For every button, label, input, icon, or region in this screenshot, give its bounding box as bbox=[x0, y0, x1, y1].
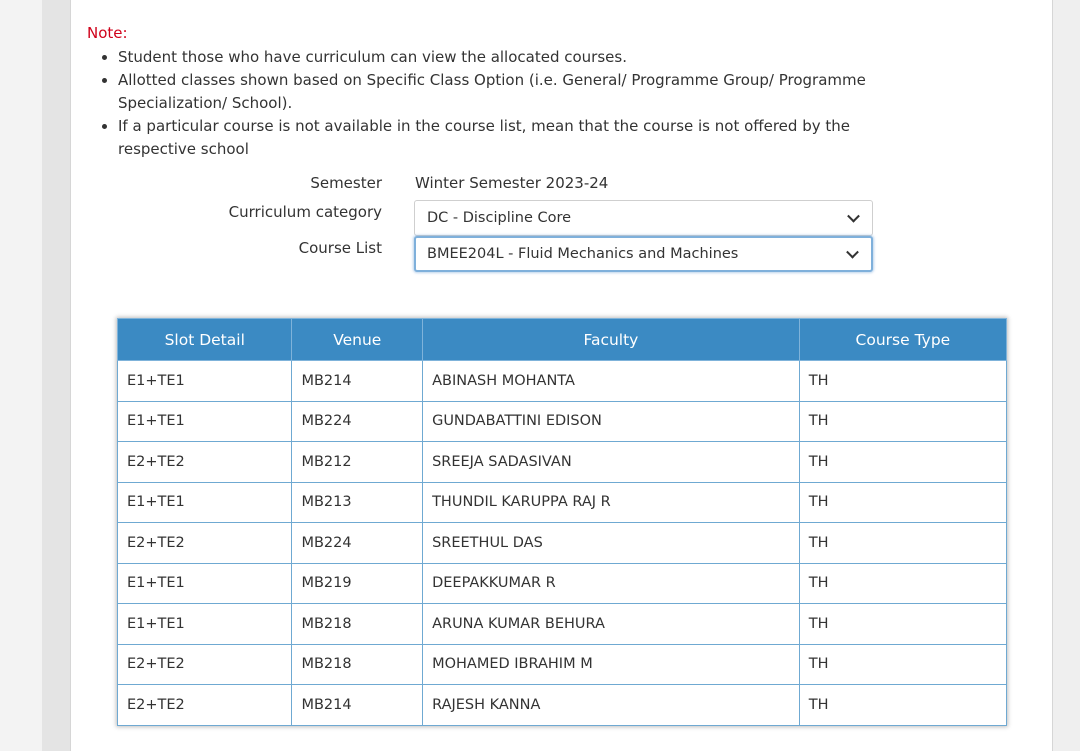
slot-cell: E2+TE2 bbox=[118, 644, 292, 685]
course-list-select[interactable] bbox=[414, 236, 873, 272]
header-faculty: Faculty bbox=[423, 319, 800, 361]
faculty-cell: RAJESH KANNA bbox=[423, 685, 800, 726]
page-gutter-right bbox=[1053, 0, 1080, 751]
slot-cell: E1+TE1 bbox=[118, 563, 292, 604]
semester-value: Winter Semester 2023-24 bbox=[415, 174, 609, 192]
venue-cell: MB218 bbox=[292, 644, 423, 685]
note-title: Note: bbox=[87, 24, 128, 42]
slot-cell: E1+TE1 bbox=[118, 401, 292, 442]
slot-cell: E1+TE1 bbox=[118, 361, 292, 402]
course-type-cell: TH bbox=[799, 685, 1006, 726]
curriculum-category-value: DC - Discipline Core bbox=[427, 210, 572, 226]
note-item: • Student those who have curriculum can view the allocated courses. bbox=[118, 46, 878, 69]
venue-cell: MB224 bbox=[292, 401, 423, 442]
course-type-cell: TH bbox=[799, 401, 1006, 442]
venue-cell: MB214 bbox=[292, 361, 423, 402]
slot-cell: E2+TE2 bbox=[118, 685, 292, 726]
faculty-cell: ABINASH MOHANTA bbox=[423, 361, 800, 402]
note-item: • Allotted classes shown based on Specific Class Option (i.e. General/ Programme Group/ Programme Specialization/ School). bbox=[118, 69, 878, 115]
table-row bbox=[118, 644, 1007, 685]
table-row bbox=[118, 685, 1007, 726]
faculty-cell: GUNDABATTINI EDISON bbox=[423, 401, 800, 442]
header-course-type: Course Type bbox=[799, 319, 1006, 361]
note-item: • If a particular course is not available in the course list, mean that the course is not offered by the respective school bbox=[118, 115, 878, 161]
venue-cell: MB218 bbox=[292, 604, 423, 645]
curriculum-category-label: Curriculum category bbox=[228, 203, 382, 221]
table-row bbox=[118, 482, 1007, 523]
course-type-cell: TH bbox=[799, 604, 1006, 645]
table-header-row bbox=[118, 319, 1007, 361]
semester-label: Semester bbox=[310, 174, 382, 192]
slot-cell: E1+TE1 bbox=[118, 604, 292, 645]
faculty-cell: DEEPAKKUMAR R bbox=[423, 563, 800, 604]
course-type-cell: TH bbox=[799, 563, 1006, 604]
course-allocation-table bbox=[117, 318, 1007, 726]
course-list-label: Course List bbox=[298, 239, 382, 257]
venue-cell: MB224 bbox=[292, 523, 423, 564]
course-type-cell: TH bbox=[799, 482, 1006, 523]
curriculum-category-select[interactable] bbox=[414, 200, 873, 236]
faculty-cell: ARUNA KUMAR BEHURA bbox=[423, 604, 800, 645]
table-row bbox=[118, 523, 1007, 564]
venue-cell: MB213 bbox=[292, 482, 423, 523]
table-row bbox=[118, 401, 1007, 442]
faculty-cell: THUNDIL KARUPPA RAJ R bbox=[423, 482, 800, 523]
venue-cell: MB212 bbox=[292, 442, 423, 483]
venue-cell: MB214 bbox=[292, 685, 423, 726]
course-type-cell: TH bbox=[799, 361, 1006, 402]
note-list bbox=[100, 46, 878, 161]
table-row bbox=[118, 604, 1007, 645]
venue-cell: MB219 bbox=[292, 563, 423, 604]
faculty-cell: SREEJA SADASIVAN bbox=[423, 442, 800, 483]
faculty-cell: MOHAMED IBRAHIM M bbox=[423, 644, 800, 685]
course-list-value: BMEE204L - Fluid Mechanics and Machines bbox=[427, 246, 739, 262]
table-row bbox=[118, 563, 1007, 604]
slot-cell: E2+TE2 bbox=[118, 523, 292, 564]
chevron-down-icon bbox=[847, 210, 860, 223]
chevron-down-icon bbox=[846, 246, 859, 259]
course-type-cell: TH bbox=[799, 442, 1006, 483]
slot-cell: E2+TE2 bbox=[118, 442, 292, 483]
table-row bbox=[118, 442, 1007, 483]
course-type-cell: TH bbox=[799, 644, 1006, 685]
page-gutter-left bbox=[42, 0, 70, 751]
course-type-cell: TH bbox=[799, 523, 1006, 564]
header-venue: Venue bbox=[292, 319, 423, 361]
page-margin-left bbox=[0, 0, 42, 751]
header-slot-detail: Slot Detail bbox=[118, 319, 292, 361]
table-row bbox=[118, 361, 1007, 402]
faculty-cell: SREETHUL DAS bbox=[423, 523, 800, 564]
slot-cell: E1+TE1 bbox=[118, 482, 292, 523]
